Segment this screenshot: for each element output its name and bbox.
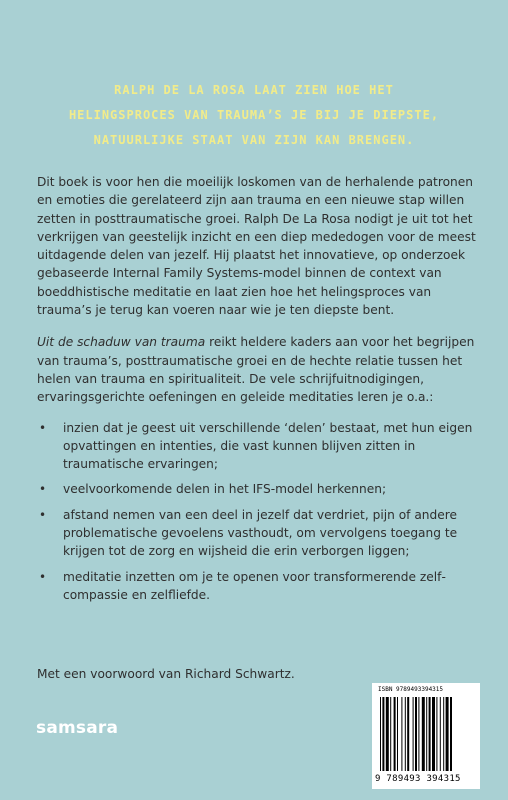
back-cover-tagline — [30, 78, 478, 153]
list-item — [37, 506, 477, 561]
foreword-credit: Met een voorwoord van Richard Schwartz. — [37, 667, 295, 681]
blurb-body — [37, 173, 477, 611]
list-item — [37, 419, 477, 474]
bullet-marker: • — [39, 420, 47, 435]
list-item-text: afstand nemen van een deel in jezelf dat verdriet, pijn of andere problematische gevoelens vasthoudt, om vervolgens toegang te krijgen tot de zorg en wijsheid die erin verborgen liggen; — [63, 507, 458, 559]
tagline-line-3: NATUURLIJKE STAAT VAN ZIJN KAN BRENGEN. — [93, 133, 415, 147]
list-item — [37, 568, 477, 605]
list-item-text: meditatie inzetten om je te openen voor transformerende zelfcompassie en zelfliefde. — [63, 569, 446, 602]
bullet-marker: • — [39, 569, 47, 584]
isbn-label: ISBN 9789493394315 — [378, 686, 444, 693]
barcode-panel — [372, 683, 480, 789]
bullet-marker: • — [39, 507, 47, 522]
second-paragraph-text: reikt heldere kaders aan voor het begrijpen van trauma’s, posttraumatische groei en de hechte relatie tussen het helen van trauma en spiritualiteit. De vele schrijfuitnodigingen, ervaringsgerichte oefeningen en geleide meditaties leren je o.a.: — [37, 335, 475, 405]
intro-paragraph: Dit boek is voor hen die moeilijk loskomen van de herhalende patronen en emoties die gerelateerd zijn aan trauma en een nieuwe stap willen zetten in posttraumatische groei. Ralph De La Rosa nodigt je uit tot het verkrijgen van geestelijk inzicht en een diep mededogen voor de meest uitdagende delen van jezelf. Hij plaatst het innovatieve, op onderzoek gebaseerde Internal Family Systems-model binnen de context van boeddhistische meditatie en laat zien hoe het helingsproces van trauma’s je terug kan voeren naar wie je ten diepste bent. — [37, 175, 476, 318]
list-item — [37, 480, 477, 498]
barcode-icon — [380, 697, 474, 771]
publisher-logo: samsara — [36, 718, 119, 738]
tagline-line-1: RALPH DE LA ROSA LAAT ZIEN HOE HET — [114, 83, 394, 97]
book-title-italic: Uit de schaduw van trauma — [37, 335, 206, 350]
list-item-text: inzien dat je geest uit verschillende ‘delen’ bestaat, met hun eigen opvattingen en intenties, die vast kunnen blijven zitten in traumatische ervaringen; — [63, 420, 473, 472]
second-paragraph — [37, 333, 477, 406]
bullet-marker: • — [39, 482, 47, 497]
isbn-digits: 9 789493 394315 — [375, 774, 461, 784]
list-item-text: veelvoorkomende delen in het IFS-model herkennen; — [63, 482, 387, 497]
benefits-list — [37, 419, 477, 605]
tagline-line-2: HELINGSPROCES VAN TRAUMA’S JE BIJ JE DIEPSTE, — [68, 108, 440, 122]
